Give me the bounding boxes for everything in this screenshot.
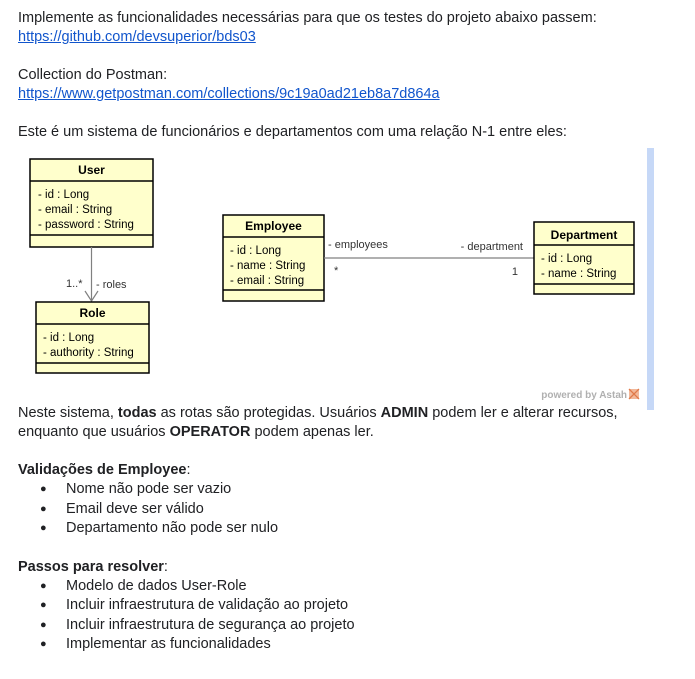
class-department (534, 222, 634, 294)
class-title: Employee (245, 219, 302, 233)
class-attribute: - id : Long (38, 189, 90, 201)
role-name-label: - roles (96, 279, 127, 291)
class-title: User (78, 163, 105, 177)
astah-watermark (541, 389, 639, 401)
intro-text: Implemente as funcionalidades necessárias para que os testes do projeto abaixo passem: (18, 10, 597, 26)
class-attribute: - id : Long (43, 332, 95, 344)
validations-heading: Validações de Employee: (18, 462, 191, 478)
role-name-label: - employees (328, 239, 388, 251)
class-attribute: - authority : String (43, 347, 134, 359)
postman-label: Collection do Postman: (18, 67, 168, 83)
validations-list (18, 480, 678, 539)
list-item: ● Incluir infraestrutura de validação ao projeto (18, 596, 678, 616)
multiplicity-label: * (334, 265, 339, 277)
watermark-text: powered by Astah (541, 390, 627, 401)
emphasis-todas: todas (117, 405, 157, 421)
class-attribute: - email : String (38, 204, 113, 216)
uml-diagram-svg (18, 148, 655, 410)
association-employee-department (324, 239, 534, 278)
steps-list (18, 577, 678, 655)
steps-heading: Passos para resolver: (18, 558, 168, 575)
list-item: ● Nome não pode ser vazio (18, 480, 678, 500)
astah-logo-icon (629, 389, 639, 399)
multiplicity-label: 1 (511, 266, 518, 278)
class-attribute: - id : Long (230, 245, 282, 257)
list-item: ● Incluir infraestrutura de segurança ao projeto (18, 616, 678, 636)
class-attribute: - name : String (230, 260, 306, 272)
class-title: Department (550, 228, 618, 242)
class-attribute: - password : String (38, 219, 134, 231)
security-paragraph: Neste sistema, todas as rotas são protegidas. Usuários ADMIN podem ler e alterar recursos, (18, 405, 618, 421)
class-employee (223, 215, 324, 301)
class-title: Role (79, 306, 106, 320)
list-item: ● Departamento não pode ser nulo (18, 519, 678, 539)
diagram-scrollbar[interactable] (647, 148, 654, 410)
list-item: ● Modelo de dados User-Role (18, 577, 678, 597)
postman-link[interactable]: https://www.getpostman.com/collections/9c19a0ad21eb8a7d864a (18, 86, 440, 102)
list-item: ● Email deve ser válido (18, 500, 678, 520)
class-user (30, 159, 153, 247)
emphasis-operator: OPERATOR (169, 424, 251, 440)
association-user-role (66, 247, 127, 301)
emphasis-admin: ADMIN (380, 405, 429, 421)
repo-link[interactable]: https://github.com/devsuperior/bds03 (18, 29, 256, 45)
class-role (36, 302, 149, 373)
uml-class-diagram (18, 148, 655, 410)
multiplicity-label: 1..* (66, 278, 83, 290)
system-description: Este é um sistema de funcionários e departamentos com uma relação N-1 entre eles: (18, 124, 567, 140)
list-item: ● Implementar as funcionalidades (18, 635, 678, 655)
role-name-label: - department (460, 241, 523, 253)
class-attribute: - name : String (541, 268, 617, 280)
class-attribute: - email : String (230, 275, 305, 287)
security-paragraph-line2: enquanto que usuários OPERATOR podem apenas ler. (18, 424, 374, 440)
class-attribute: - id : Long (541, 253, 593, 265)
